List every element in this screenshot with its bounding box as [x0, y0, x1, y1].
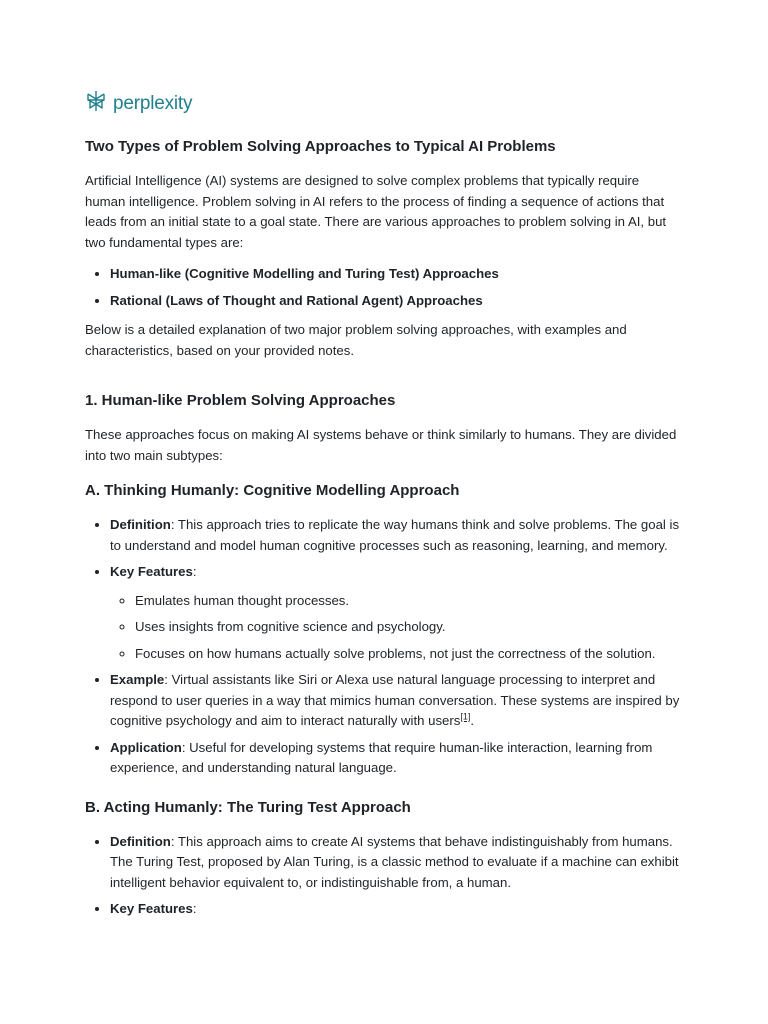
example-label: Example: [110, 672, 165, 687]
application-label: Application: [110, 739, 182, 755]
features-colon: :: [192, 564, 197, 579]
types-list: [85, 264, 681, 311]
definition-text: : This approach tries to replicate the way humans think and solve problems. The goal is to understand and model human cognitive processes such as reasoning, learning, and memory.: [110, 517, 680, 553]
section-a-list: [85, 515, 681, 779]
explanation-paragraph: Below is a detailed explanation of two major problem solving approaches, with examples and characteristics, based on your provided notes.: [85, 322, 627, 358]
brand-logo: [85, 90, 192, 117]
definition-label: Definition: [110, 517, 171, 532]
list-item: • Rational (Laws of Thought and Rational Agent) Approaches: [110, 291, 681, 312]
list-item: [110, 670, 681, 732]
definition-text: : This approach aims to create AI systems that behave indistinguishably from humans. The Turing Test, proposed by Alan Turing, is a classic method to evaluate if a machine can exhibit intelligent behavior equivalent to, or indistinguishable from, a human.: [110, 833, 679, 890]
sub-list-item: ◦ Emulates human thought processes.: [135, 591, 681, 612]
perplexity-logo-icon: [85, 90, 107, 117]
sub-list-item: ◦ Uses insights from cognitive science and psychology.: [135, 617, 681, 638]
example-text: : Virtual assistants like Siri or Alexa use natural language processing to interpret and respond to user queries in a way that mimics human conversation. These systems are inspired by cognitive psychology and aim to interact naturally with users: [110, 672, 680, 728]
features-label: Key Features: [110, 564, 193, 579]
features-sublist: [110, 591, 681, 665]
list-item: [110, 515, 681, 556]
definition-label: Definition: [110, 833, 171, 849]
application-text: : Useful for developing systems that require human-like interaction, learning from experience, and understanding natural language.: [110, 739, 653, 775]
section-b-list: [85, 832, 681, 920]
citation-link[interactable]: [1]: [460, 711, 471, 722]
features-label: Key Features: [110, 901, 193, 916]
sub-list-item: ◦ Focuses on how humans actually solve problems, not just the correctness of the solution.: [135, 644, 681, 665]
example-end: .: [470, 713, 475, 728]
section-1-heading: 1. Human-like Problem Solving Approaches: [85, 392, 396, 409]
list-item: [110, 738, 681, 779]
section-1-intro: These approaches focus on making AI systems behave or think similarly to humans. They are divided into two main subtypes:: [85, 427, 677, 463]
document-title: Two Types of Problem Solving Approaches to Typical AI Problems: [85, 138, 556, 155]
brand-name: perplexity: [113, 92, 193, 114]
list-item: [110, 899, 681, 920]
list-item: [110, 562, 681, 664]
list-item: • Human-like (Cognitive Modelling and Turing Test) Approaches: [110, 264, 681, 285]
list-item: [110, 832, 681, 894]
section-a-heading: A. Thinking Humanly: Cognitive Modelling Approach: [85, 482, 460, 499]
intro-paragraph: Artificial Intelligence (AI) systems are designed to solve complex problems that typically require human intelligence. Problem solving in AI refers to the process of finding a sequence of actions that leads from an initial state to a goal state. There are various approaches to problem solving in AI, but two fundamental types are:: [85, 173, 667, 250]
document-content: [85, 138, 681, 929]
features-colon: :: [192, 901, 197, 916]
section-b-heading: B. Acting Humanly: The Turing Test Approach: [85, 798, 411, 816]
